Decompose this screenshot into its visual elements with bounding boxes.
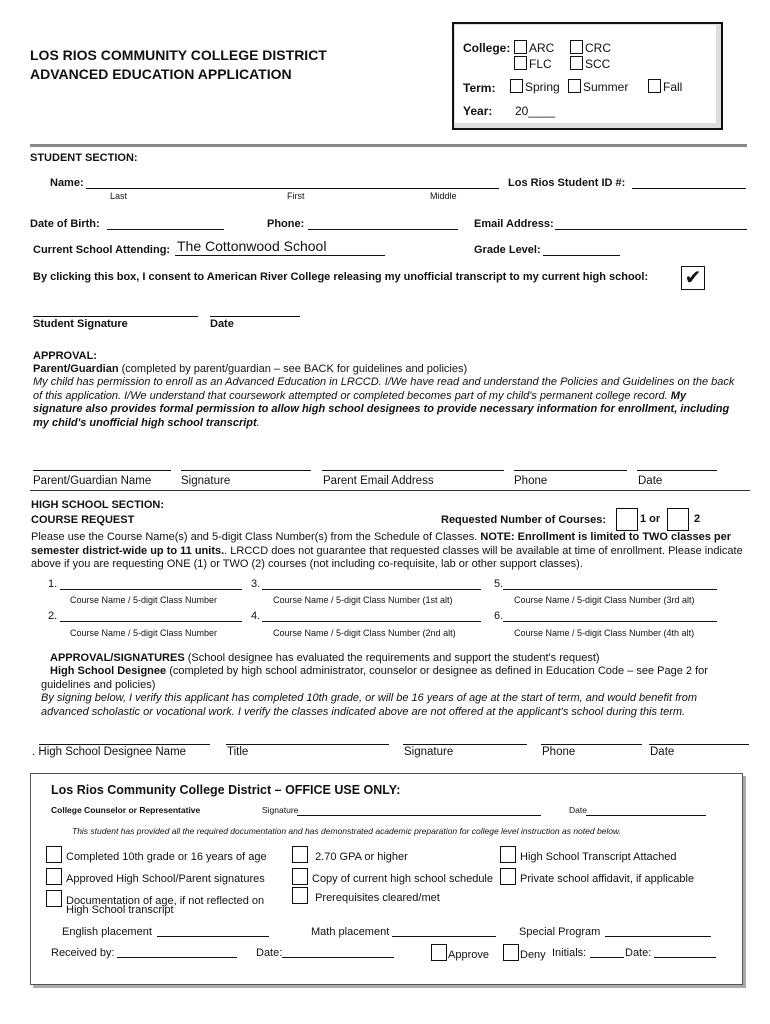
received-by-label: Received by: bbox=[51, 947, 115, 959]
grade-label: Grade Level: bbox=[474, 244, 541, 256]
student-signature-field[interactable] bbox=[33, 316, 198, 317]
course-6-field[interactable] bbox=[503, 621, 717, 622]
designee-title-field[interactable] bbox=[226, 744, 389, 745]
one-course-label: 1 or bbox=[640, 513, 661, 525]
hs-approval-heading: APPROVAL/SIGNATURES (School designee has evaluated the requirements and support the student's request) bbox=[50, 652, 600, 664]
designee-name-label: . High School Designee Name bbox=[32, 746, 187, 758]
designee-date-label: Date bbox=[650, 746, 675, 758]
course-num-6: 6. bbox=[494, 610, 504, 622]
course-5-field[interactable] bbox=[503, 589, 717, 590]
english-placement-label: English placement bbox=[62, 926, 152, 938]
section-divider bbox=[30, 144, 747, 147]
hs-designee-heading: High School Designee (completed by high school administrator, counselor or designee as defined in Education Code – see Page 2 for guidelines and policies) bbox=[41, 665, 708, 691]
check-gpa[interactable]: 2.70 GPA or higher bbox=[292, 846, 408, 863]
parent-date-field[interactable] bbox=[637, 470, 717, 471]
name-label: Name: bbox=[50, 177, 84, 189]
office-title: Los Rios Community College District – OFFICE USE ONLY: bbox=[51, 783, 401, 797]
counselor-label: College Counselor or Representative bbox=[51, 805, 201, 815]
check-transcript-box[interactable] bbox=[500, 846, 516, 863]
email-label: Email Address: bbox=[474, 218, 554, 230]
math-placement-field[interactable] bbox=[392, 936, 496, 937]
check-schedule-box[interactable] bbox=[292, 868, 308, 885]
deny-checkbox[interactable] bbox=[503, 944, 519, 961]
parent-heading: Parent/Guardian (completed by parent/guardian – see BACK for guidelines and policies) bbox=[33, 363, 468, 375]
parent-name-label: Parent/Guardian Name bbox=[33, 475, 152, 487]
fall-checkbox[interactable] bbox=[648, 79, 661, 93]
school-field[interactable]: The Cottonwood School bbox=[177, 238, 327, 254]
student-id-field[interactable] bbox=[632, 188, 746, 189]
designee-signature-field[interactable] bbox=[403, 744, 527, 745]
parent-date-label: Date bbox=[638, 475, 663, 487]
check-affidavit[interactable]: Private school affidavit, if applicable bbox=[500, 868, 694, 885]
office-signature-field[interactable] bbox=[297, 815, 541, 816]
college-option-flc[interactable]: FLC bbox=[514, 56, 552, 71]
approve-option[interactable]: Approve bbox=[431, 944, 489, 961]
form-title-line1: LOS RIOS COMMUNITY COLLEGE DISTRICT bbox=[30, 47, 327, 63]
phone-label: Phone: bbox=[267, 218, 305, 230]
received-date-label: Date: bbox=[256, 947, 283, 959]
course-num-5: 5. bbox=[494, 578, 504, 590]
initials-field[interactable] bbox=[590, 957, 624, 958]
check-gpa-box[interactable] bbox=[292, 846, 308, 863]
received-by-field[interactable] bbox=[117, 957, 237, 958]
designee-phone-label: Phone bbox=[542, 746, 576, 758]
term-option-fall[interactable]: Fall bbox=[648, 79, 682, 94]
year-field[interactable]: 20____ bbox=[515, 104, 556, 118]
parent-signature-field[interactable] bbox=[181, 470, 311, 471]
course-request-title: COURSE REQUEST bbox=[31, 514, 135, 526]
flc-checkbox[interactable] bbox=[514, 56, 527, 70]
two-course-label: 2 bbox=[694, 513, 701, 525]
parent-signature-label: Signature bbox=[181, 475, 231, 487]
college-option-arc[interactable]: ARC bbox=[514, 40, 554, 55]
designee-name-field[interactable] bbox=[39, 744, 210, 745]
course-3-field[interactable] bbox=[262, 589, 481, 590]
term-label: Term: bbox=[463, 81, 496, 95]
check-transcript[interactable]: High School Transcript Attached bbox=[500, 846, 677, 863]
check-10th-grade[interactable]: Completed 10th grade or 16 years of age bbox=[46, 846, 267, 863]
check-prereq[interactable]: Prerequisites cleared/met bbox=[292, 887, 440, 904]
dob-field[interactable] bbox=[107, 229, 224, 230]
arc-checkbox[interactable] bbox=[514, 40, 527, 54]
name-sub-first: First bbox=[287, 191, 305, 201]
college-option-scc[interactable]: SCC bbox=[570, 56, 610, 71]
course-3-caption: Course Name / 5-digit Class Number (1st alt) bbox=[273, 595, 453, 605]
check-affidavit-box[interactable] bbox=[500, 868, 516, 885]
crc-checkbox[interactable] bbox=[570, 40, 583, 54]
designee-date-field[interactable] bbox=[649, 744, 749, 745]
name-field[interactable] bbox=[86, 188, 499, 189]
check-age-doc-box[interactable] bbox=[46, 890, 62, 907]
course-num-1: 1. bbox=[48, 578, 58, 590]
term-option-spring[interactable]: Spring bbox=[510, 79, 560, 94]
special-program-label: Special Program bbox=[519, 926, 601, 938]
hs-designee-statement: By signing below, I verify this applicant has completed 10th grade, or will be 16 years of age at the start of term, and would benefit from advanced scholastic or vocational work. I verify the classes indicated above are not offered at the applicant's school during this term. bbox=[41, 692, 698, 718]
one-course-checkbox[interactable] bbox=[616, 508, 638, 531]
check-signatures[interactable]: Approved High School/Parent signatures bbox=[46, 868, 265, 885]
term-option-summer[interactable]: Summer bbox=[568, 79, 628, 94]
course-num-4: 4. bbox=[251, 610, 261, 622]
parent-name-field[interactable] bbox=[33, 470, 171, 471]
course-5-caption: Course Name / 5-digit Class Number (3rd alt) bbox=[514, 595, 695, 605]
course-2-caption: Course Name / 5-digit Class Number bbox=[70, 628, 218, 638]
check-age-doc-line2: High School transcript bbox=[66, 904, 174, 916]
office-date-field[interactable] bbox=[586, 815, 706, 816]
english-placement-field[interactable] bbox=[157, 936, 269, 937]
phone-field[interactable] bbox=[308, 229, 458, 230]
college-option-crc[interactable]: CRC bbox=[570, 40, 611, 55]
check-signatures-box[interactable] bbox=[46, 868, 62, 885]
final-date-label: Date: bbox=[625, 947, 652, 959]
grade-field[interactable] bbox=[543, 255, 620, 256]
form-title-line2: ADVANCED EDUCATION APPLICATION bbox=[30, 66, 292, 82]
consent-text: By clicking this box, I consent to American River College releasing my unofficial transcript to my current high school: bbox=[33, 271, 649, 283]
deny-option[interactable]: Deny bbox=[503, 944, 546, 961]
approval-title: APPROVAL: bbox=[33, 350, 97, 362]
parent-phone-field[interactable] bbox=[514, 470, 627, 471]
email-field[interactable] bbox=[555, 229, 747, 230]
course-num-2: 2. bbox=[48, 610, 58, 622]
approve-checkbox[interactable] bbox=[431, 944, 447, 961]
student-id-label: Los Rios Student ID #: bbox=[508, 177, 626, 189]
parent-email-label: Parent Email Address bbox=[323, 475, 434, 487]
school-field-line bbox=[175, 255, 385, 256]
student-signature-label: Student Signature bbox=[33, 318, 128, 330]
course-1-caption: Course Name / 5-digit Class Number bbox=[70, 595, 218, 605]
name-sub-last: Last bbox=[110, 191, 128, 201]
student-date-label: Date bbox=[210, 318, 234, 330]
course-1-field[interactable] bbox=[60, 589, 242, 590]
course-instructions: Please use the Course Name(s) and 5-digit Class Number(s) from the Schedule of Classes. NOTE: Enrollment is limited to TWO classes per semester district-wide up to 11 units.. LRCCD does not guarantee that requested classes will be available at time of enrollment. Please indicate above if you are requesting ONE (1) or TWO (2) courses (not including co-requisite, lab or other support classes). bbox=[31, 531, 743, 570]
designee-phone-field[interactable] bbox=[541, 744, 642, 745]
initials-label: Initials: bbox=[552, 947, 587, 959]
course-2-field[interactable] bbox=[60, 621, 242, 622]
office-signature-label: Signature bbox=[262, 805, 299, 815]
college-label: College: bbox=[463, 41, 511, 55]
student-section-title: STUDENT SECTION: bbox=[30, 152, 138, 164]
check-10th-grade-box[interactable] bbox=[46, 846, 62, 863]
office-note: This student has provided all the required documentation and has demonstrated academic preparation for college level instruction as noted below. bbox=[72, 826, 622, 836]
designee-signature-label: Signature bbox=[404, 746, 454, 758]
dob-label: Date of Birth: bbox=[30, 218, 100, 230]
course-6-caption: Course Name / 5-digit Class Number (4th alt) bbox=[514, 628, 695, 638]
school-label: Current School Attending: bbox=[33, 244, 171, 256]
check-prereq-box[interactable] bbox=[292, 887, 308, 904]
check-age-doc[interactable]: Documentation of age, if not reflected on bbox=[46, 890, 264, 907]
scc-checkbox[interactable] bbox=[570, 56, 583, 70]
course-num-3: 3. bbox=[251, 578, 261, 590]
parent-phone-label: Phone bbox=[514, 475, 548, 487]
student-date-field[interactable] bbox=[210, 316, 300, 317]
requested-courses-label: Requested Number of Courses: bbox=[441, 514, 607, 526]
check-schedule[interactable]: Copy of current high school schedule bbox=[292, 868, 493, 885]
two-course-checkbox[interactable] bbox=[667, 508, 689, 531]
special-program-field[interactable] bbox=[605, 936, 711, 937]
office-date-label: Date bbox=[569, 805, 587, 815]
high-school-divider bbox=[30, 490, 750, 491]
math-placement-label: Math placement bbox=[311, 926, 390, 938]
course-4-caption: Course Name / 5-digit Class Number (2nd alt) bbox=[273, 628, 456, 638]
course-4-field[interactable] bbox=[262, 621, 481, 622]
name-sub-middle: Middle bbox=[430, 191, 457, 201]
spring-checkbox[interactable] bbox=[510, 79, 523, 93]
designee-title-label: Title bbox=[227, 746, 249, 758]
consent-checkbox[interactable]: ✔ bbox=[681, 266, 705, 290]
final-date-field[interactable] bbox=[654, 957, 716, 958]
parent-agreement-text: My child has permission to enroll as an Advanced Education in LRCCD. I/We have read and understand the Policies and Guidelines on the back of this application. I/We understand that coursework attempted or completed becomes part of my child's permanent college record. My signature also provides formal permission to allow high school designees to provide necessary information for enrollment, including my child's unofficial high school transcript. bbox=[33, 376, 735, 429]
high-school-title: HIGH SCHOOL SECTION: bbox=[31, 499, 165, 511]
year-label: Year: bbox=[463, 104, 493, 118]
parent-email-field[interactable] bbox=[322, 470, 504, 471]
received-date-field[interactable] bbox=[282, 957, 394, 958]
summer-checkbox[interactable] bbox=[568, 79, 581, 93]
